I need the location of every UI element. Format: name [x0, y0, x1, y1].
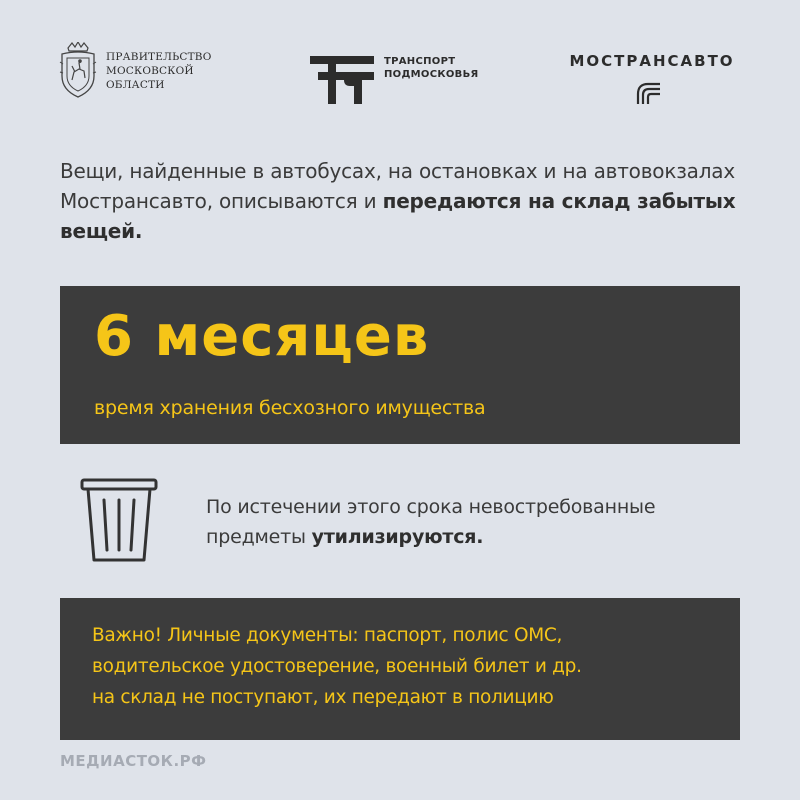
moscow-region-coat-of-arms-icon — [58, 42, 98, 100]
gov-logo-line-3: ОБЛАСТИ — [106, 79, 165, 91]
warning-line-2: водительское удостоверение, военный билет и др. — [92, 656, 582, 677]
documents-warning-panel — [60, 598, 740, 740]
storage-period-value: 6 месяцев — [94, 304, 430, 369]
transport-logo-text — [384, 55, 479, 81]
storage-period-panel — [60, 286, 740, 444]
transport-podmoskovya-logo — [310, 52, 479, 104]
mostransavto-signal-arcs-icon — [632, 78, 662, 104]
gov-moscow-region-logo — [58, 42, 212, 100]
warning-line-3: на склад не поступают, их передают в полицию — [92, 687, 554, 708]
transport-logo-line-1: ТРАНСПОРТ — [384, 56, 456, 67]
mostransavto-logo-text: МОСТРАНСАВТО — [569, 52, 735, 70]
transport-logo-line-2: ПОДМОСКОВЬЯ — [384, 69, 479, 80]
gov-logo-line-2: МОСКОВСКОЙ — [106, 65, 194, 77]
source-footer: МЕДИАСТОК.РФ — [60, 752, 207, 770]
intro-text: Вещи, найденные в автобусах, на остановках и на автовокзалах Мострансавто, описываются и — [60, 159, 735, 213]
disposal-text: По истечении этого срока невостребованные предметы — [206, 496, 656, 548]
gov-logo-line-1: ПРАВИТЕЛЬСТВО — [106, 51, 212, 63]
disposal-text-bold: утилизируются. — [311, 526, 484, 548]
disposal-paragraph — [206, 492, 726, 552]
mostransavto-logo — [565, 52, 745, 104]
warning-text — [92, 620, 732, 713]
intro-text-bold: передаются на склад забытых вещей. — [60, 189, 736, 243]
intro-paragraph — [60, 156, 760, 246]
trash-bin-icon — [80, 472, 158, 564]
transport-podmoskovya-mark-icon — [310, 52, 374, 104]
gov-logo-text — [106, 50, 212, 92]
warning-line-1: Важно! Личные документы: паспорт, полис ОМС, — [92, 625, 563, 646]
storage-period-caption: время хранения бесхозного имущества — [94, 397, 486, 419]
